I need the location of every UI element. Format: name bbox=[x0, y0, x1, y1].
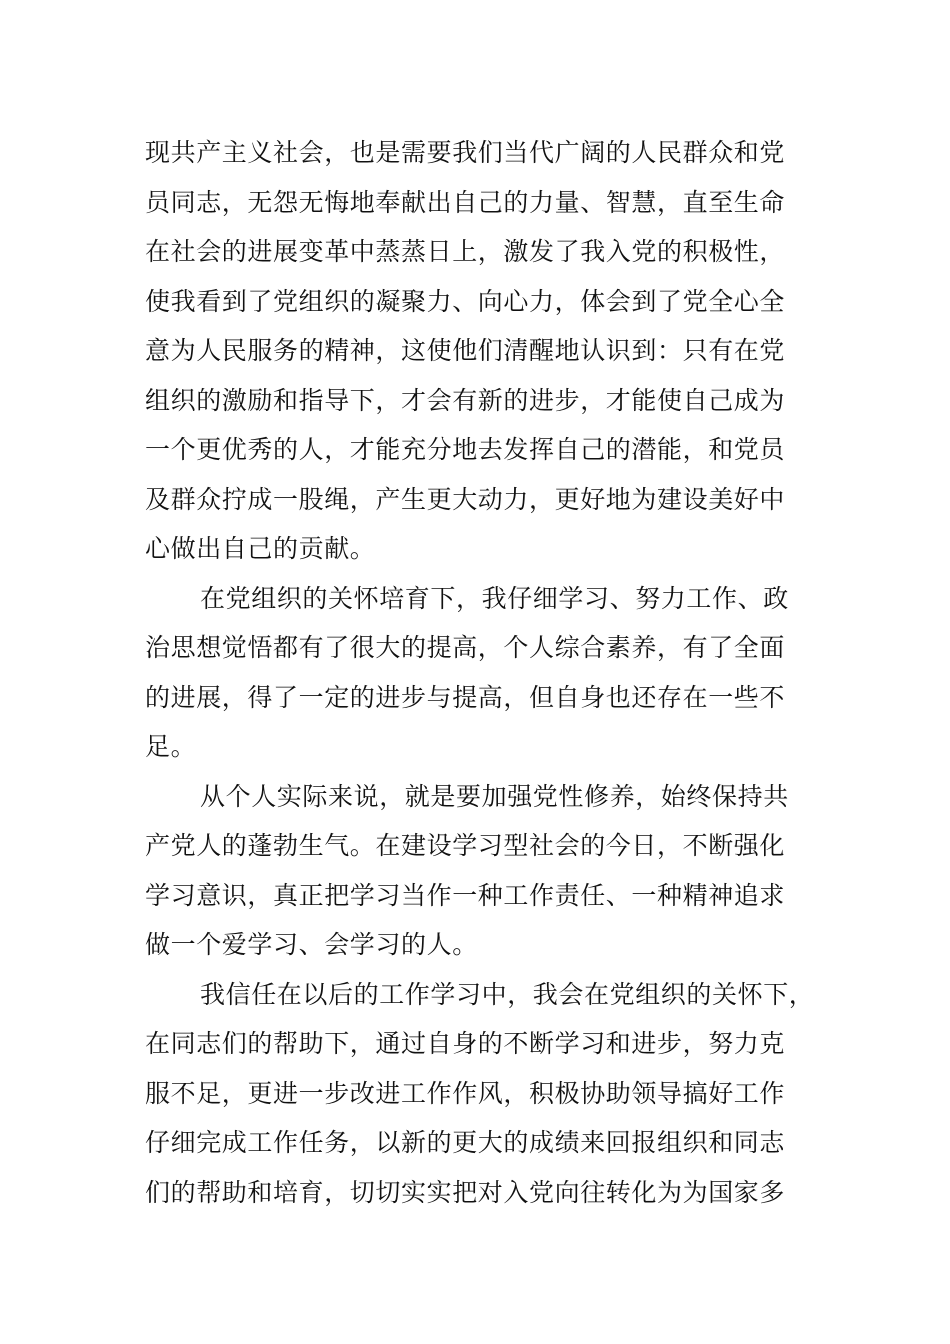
text-line: 们的帮助和培育，切切实实把对入党向往转化为为国家多 bbox=[145, 1177, 786, 1207]
text-line: 在同志们的帮助下，通过自身的不断学习和进步，努力克 bbox=[145, 1029, 786, 1058]
text-line: 学习意识，真正把学习当作一种工作责任、一种精神追求 bbox=[145, 880, 786, 910]
text-line: 员同志，无怨无悔地奉献出自己的力量、智慧，直至生命 bbox=[145, 187, 786, 217]
text-line: 一个更优秀的人，才能充分地去发挥自己的潜能，和党员 bbox=[145, 435, 786, 464]
text-line: 的进展，得了一定的进步与提高，但自身也还存在一些不 bbox=[145, 682, 786, 712]
text-line: 仔细完成工作任务，以新的更大的成绩来回报组织和同志 bbox=[145, 1128, 786, 1157]
body-text bbox=[145, 128, 825, 1217]
paragraph-start-line: 从个人实际来说，就是要加强党性修养，始终保持共 bbox=[200, 781, 789, 811]
text-line: 治思想觉悟都有了很大的提高，个人综合素养，有了全面 bbox=[145, 633, 786, 662]
text-line: 心做出自己的贡献。 bbox=[145, 534, 376, 563]
text-line: 产党人的蓬勃生气。在建设学习型社会的今日，不断强化 bbox=[145, 831, 786, 860]
text-line: 做一个爱学习、会学习的人。 bbox=[145, 930, 478, 959]
paragraph-start-line: 在党组织的关怀培育下，我仔细学习、努力工作、政 bbox=[200, 583, 789, 613]
text-line: 服不足，更进一步改进工作作风，积极协助领导搞好工作 bbox=[145, 1078, 786, 1108]
text-line: 在社会的进展变革中蒸蒸日上，激发了我入党的积极性， bbox=[145, 237, 786, 266]
text-line: 意为人民服务的精神，这使他们清醒地认识到：只有在党 bbox=[145, 336, 786, 365]
paragraph-start-line: 我信任在以后的工作学习中，我会在党组织的关怀下， bbox=[200, 979, 815, 1009]
text-line: 现共产主义社会，也是需要我们当代广阔的人民群众和党 bbox=[145, 138, 786, 167]
text-line: 使我看到了党组织的凝聚力、向心力，体会到了党全心全 bbox=[145, 286, 786, 316]
text-line: 组织的激励和指导下，才会有新的进步，才能使自己成为 bbox=[145, 385, 786, 415]
text-line: 足。 bbox=[145, 732, 197, 761]
text-line: 及群众拧成一股绳，产生更大动力，更好地为建设美好中 bbox=[145, 484, 786, 514]
